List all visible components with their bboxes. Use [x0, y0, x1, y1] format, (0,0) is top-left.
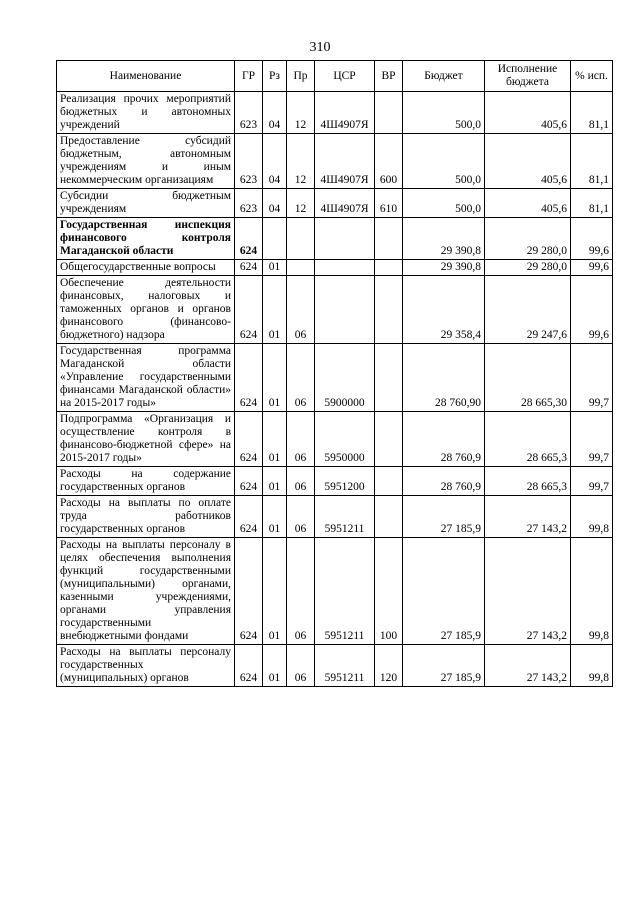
cell-budget: 27 185,9 [403, 645, 485, 687]
cell-csr: 5951211 [315, 496, 375, 538]
cell-execution: 405,6 [485, 189, 571, 218]
cell-pr: 06 [287, 276, 315, 344]
cell-gr: 623 [235, 189, 263, 218]
cell-rz: 01 [263, 645, 287, 687]
budget-table [56, 60, 613, 687]
cell-pr: 12 [287, 92, 315, 134]
cell-execution: 29 247,6 [485, 276, 571, 344]
cell-rz: 01 [263, 260, 287, 276]
cell-rz: 04 [263, 134, 287, 189]
cell-gr: 623 [235, 92, 263, 134]
cell-pr: 06 [287, 412, 315, 467]
cell-budget: 29 390,8 [403, 218, 485, 260]
cell-budget: 27 185,9 [403, 496, 485, 538]
cell-percent: 81,1 [571, 134, 613, 189]
table-row [57, 92, 613, 134]
table-row [57, 467, 613, 496]
cell-gr: 624 [235, 344, 263, 412]
cell-vr [375, 467, 403, 496]
cell-pr [287, 218, 315, 260]
cell-vr [375, 412, 403, 467]
table-row [57, 260, 613, 276]
cell-gr: 624 [235, 467, 263, 496]
cell-csr: 5951200 [315, 467, 375, 496]
cell-vr [375, 92, 403, 134]
cell-budget: 500,0 [403, 189, 485, 218]
cell-budget: 28 760,9 [403, 467, 485, 496]
cell-pr: 06 [287, 344, 315, 412]
cell-execution: 28 665,3 [485, 467, 571, 496]
cell-percent: 99,8 [571, 538, 613, 645]
cell-percent: 99,8 [571, 496, 613, 538]
table-row [57, 412, 613, 467]
cell-rz: 01 [263, 467, 287, 496]
cell-percent: 99,7 [571, 412, 613, 467]
col-header-pr: Пр [287, 61, 315, 92]
cell-rz: 04 [263, 92, 287, 134]
cell-gr: 624 [235, 538, 263, 645]
cell-vr [375, 496, 403, 538]
cell-rz: 01 [263, 496, 287, 538]
cell-pr: 06 [287, 496, 315, 538]
cell-gr: 624 [235, 276, 263, 344]
table-row [57, 645, 613, 687]
cell-gr: 624 [235, 496, 263, 538]
cell-rz: 01 [263, 412, 287, 467]
table-row [57, 276, 613, 344]
col-header-csr: ЦСР [315, 61, 375, 92]
col-header-percent: % исп. [571, 61, 613, 92]
cell-vr [375, 218, 403, 260]
table-header-row [57, 61, 613, 92]
table-row [57, 496, 613, 538]
cell-percent: 99,7 [571, 467, 613, 496]
cell-execution: 27 143,2 [485, 645, 571, 687]
cell-budget: 500,0 [403, 92, 485, 134]
cell-execution: 27 143,2 [485, 538, 571, 645]
cell-budget: 28 760,9 [403, 412, 485, 467]
cell-percent: 99,6 [571, 276, 613, 344]
cell-vr: 610 [375, 189, 403, 218]
cell-pr: 12 [287, 134, 315, 189]
cell-pr: 06 [287, 538, 315, 645]
cell-name: Расходы на выплаты персоналу государственных (муниципальных) органов [57, 645, 235, 687]
cell-csr [315, 218, 375, 260]
table-row [57, 218, 613, 260]
cell-csr [315, 260, 375, 276]
col-header-execution: Исполнение бюджета [485, 61, 571, 92]
table-row [57, 189, 613, 218]
cell-pr: 06 [287, 645, 315, 687]
cell-csr [315, 276, 375, 344]
cell-name: Субсидии бюджетным учреждениям [57, 189, 235, 218]
cell-execution: 405,6 [485, 92, 571, 134]
cell-percent: 99,7 [571, 344, 613, 412]
cell-percent: 99,6 [571, 260, 613, 276]
page-number: 310 [309, 40, 331, 55]
cell-percent: 99,6 [571, 218, 613, 260]
cell-execution: 28 665,30 [485, 344, 571, 412]
col-header-rz: Рз [263, 61, 287, 92]
cell-csr: 5900000 [315, 344, 375, 412]
cell-rz: 01 [263, 344, 287, 412]
cell-budget: 29 390,8 [403, 260, 485, 276]
cell-vr [375, 344, 403, 412]
col-header-gr: ГР [235, 61, 263, 92]
cell-percent: 99,8 [571, 645, 613, 687]
table-row [57, 344, 613, 412]
table-row [57, 538, 613, 645]
cell-budget: 27 185,9 [403, 538, 485, 645]
cell-gr: 624 [235, 218, 263, 260]
cell-csr: 4Ш4907Я [315, 134, 375, 189]
cell-vr [375, 260, 403, 276]
table-row [57, 134, 613, 189]
cell-name: Государственная программа Магаданской области «Управление государственными финансами Магаданской области» на 2015-2017 годы» [57, 344, 235, 412]
cell-rz: 01 [263, 276, 287, 344]
cell-name: Расходы на выплаты по оплате труда работников государственных органов [57, 496, 235, 538]
cell-gr: 623 [235, 134, 263, 189]
cell-pr [287, 260, 315, 276]
cell-vr: 100 [375, 538, 403, 645]
col-header-budget: Бюджет [403, 61, 485, 92]
cell-rz: 04 [263, 189, 287, 218]
cell-rz: 01 [263, 538, 287, 645]
cell-name: Подпрограмма «Организация и осуществление контроля в финансово-бюджетной сфере» на 2015-2017 годы» [57, 412, 235, 467]
cell-csr: 4Ш4907Я [315, 189, 375, 218]
cell-vr: 600 [375, 134, 403, 189]
cell-name: Обеспечение деятельности финансовых, налоговых и таможенных органов и органов финансового (финансово-бюджетного) надзора [57, 276, 235, 344]
cell-gr: 624 [235, 645, 263, 687]
cell-gr: 624 [235, 412, 263, 467]
cell-budget: 29 358,4 [403, 276, 485, 344]
cell-name: Расходы на содержание государственных органов [57, 467, 235, 496]
cell-execution: 405,6 [485, 134, 571, 189]
cell-execution: 27 143,2 [485, 496, 571, 538]
cell-vr: 120 [375, 645, 403, 687]
cell-csr: 5951211 [315, 538, 375, 645]
col-header-vr: ВР [375, 61, 403, 92]
cell-name: Предоставление субсидий бюджетным, автономным учреждениям и иным некоммерческим организациям [57, 134, 235, 189]
cell-execution: 29 280,0 [485, 260, 571, 276]
cell-budget: 500,0 [403, 134, 485, 189]
cell-gr: 624 [235, 260, 263, 276]
cell-name: Реализация прочих мероприятий бюджетных и автономных учреждений [57, 92, 235, 134]
cell-execution: 28 665,3 [485, 412, 571, 467]
col-header-name: Наименование [57, 61, 235, 92]
cell-vr [375, 276, 403, 344]
cell-percent: 81,1 [571, 189, 613, 218]
cell-name: Государственная инспекция финансового контроля Магаданской области [57, 218, 235, 260]
cell-csr: 4Ш4907Я [315, 92, 375, 134]
cell-pr: 12 [287, 189, 315, 218]
cell-csr: 5951211 [315, 645, 375, 687]
cell-csr: 5950000 [315, 412, 375, 467]
cell-execution: 29 280,0 [485, 218, 571, 260]
cell-budget: 28 760,90 [403, 344, 485, 412]
cell-percent: 81,1 [571, 92, 613, 134]
cell-rz [263, 218, 287, 260]
cell-name: Общегосударственные вопросы [57, 260, 235, 276]
cell-pr: 06 [287, 467, 315, 496]
cell-name: Расходы на выплаты персоналу в целях обеспечения выполнения функций государственными (муниципальными) органами, казенными учреждениями, органами управления государственными внебюджетными фондами [57, 538, 235, 645]
